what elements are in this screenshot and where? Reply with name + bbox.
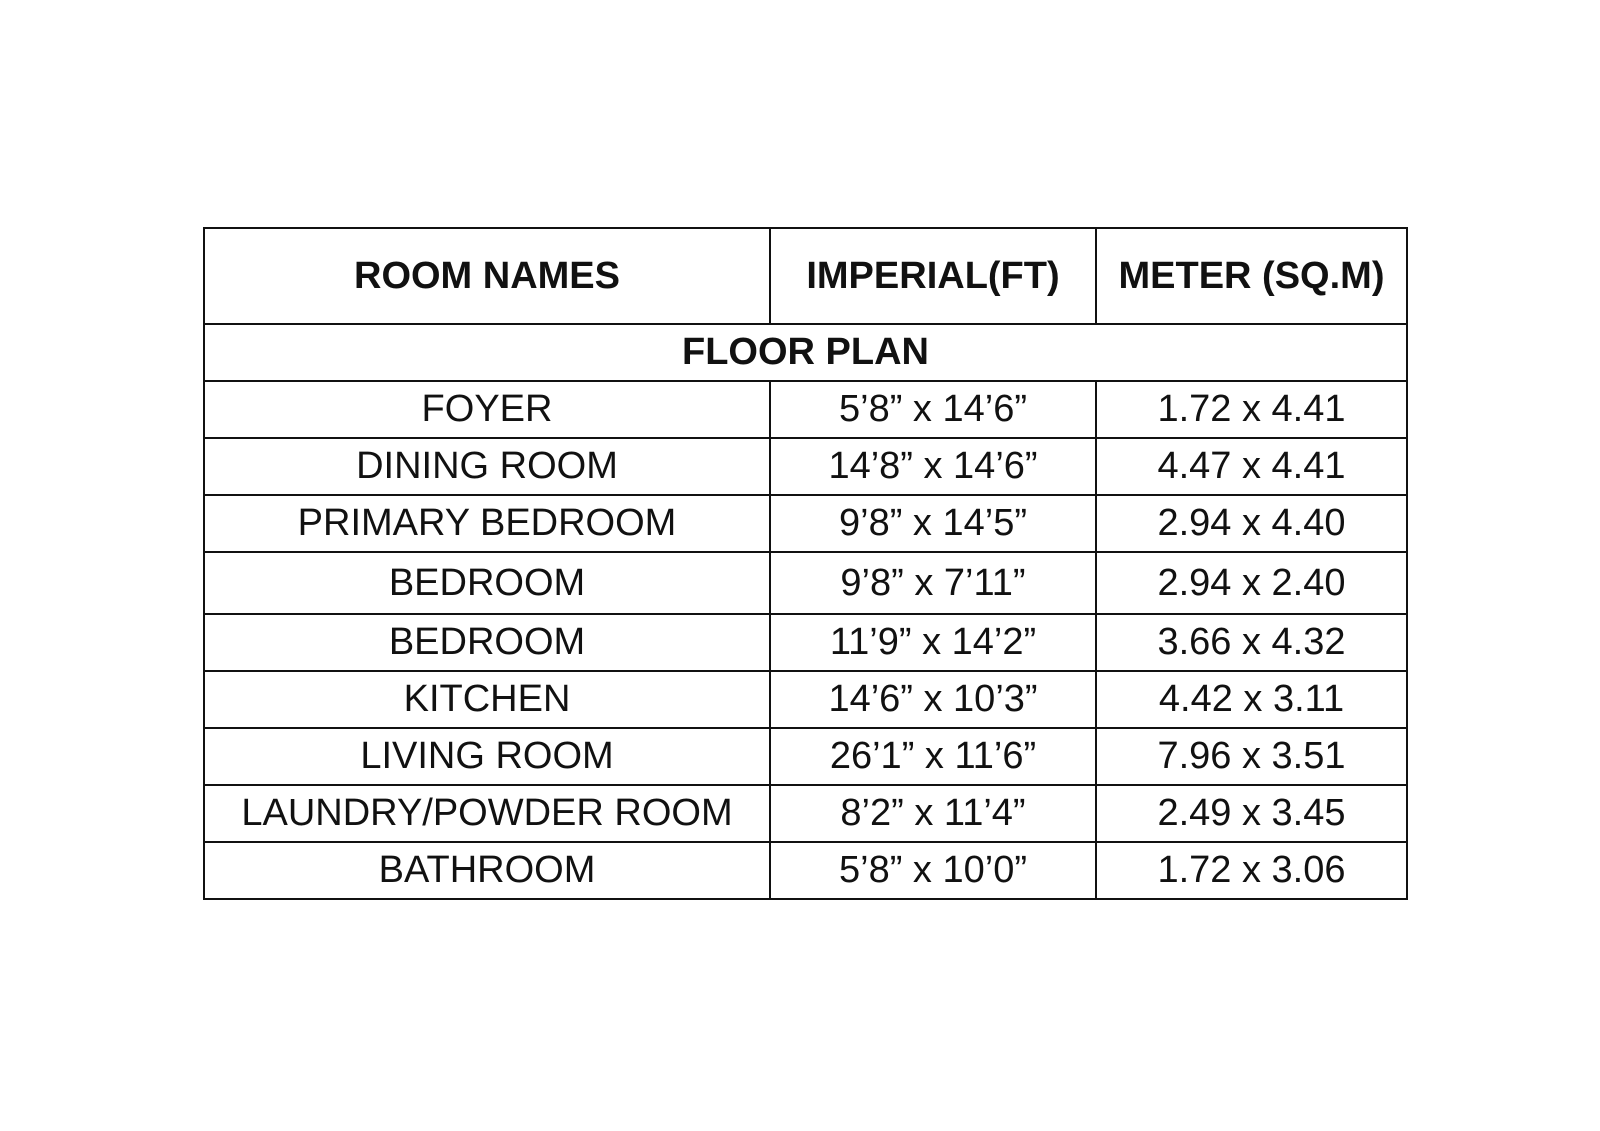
meter-cell: 2.49 x 3.45 — [1096, 785, 1407, 842]
room-name-cell: DINING ROOM — [204, 438, 770, 495]
header-imperial: IMPERIAL(FT) — [770, 228, 1096, 324]
header-meter: METER (SQ.M) — [1096, 228, 1407, 324]
table-row — [204, 728, 1407, 785]
room-name-cell: LIVING ROOM — [204, 728, 770, 785]
imperial-cell: 5’8” x 10’0” — [770, 842, 1096, 899]
room-dimensions-table — [203, 227, 1408, 900]
imperial-cell: 11’9” x 14’2” — [770, 614, 1096, 671]
room-name-cell: PRIMARY BEDROOM — [204, 495, 770, 552]
table-row — [204, 381, 1407, 438]
imperial-cell: 14’8” x 14’6” — [770, 438, 1096, 495]
meter-cell: 4.47 x 4.41 — [1096, 438, 1407, 495]
room-name-cell: BATHROOM — [204, 842, 770, 899]
room-name-cell: KITCHEN — [204, 671, 770, 728]
meter-cell: 7.96 x 3.51 — [1096, 728, 1407, 785]
room-name-cell: LAUNDRY/POWDER ROOM — [204, 785, 770, 842]
imperial-cell: 5’8” x 14’6” — [770, 381, 1096, 438]
table-row — [204, 614, 1407, 671]
meter-cell: 1.72 x 4.41 — [1096, 381, 1407, 438]
table-row — [204, 842, 1407, 899]
imperial-cell: 8’2” x 11’4” — [770, 785, 1096, 842]
section-title: FLOOR PLAN — [204, 324, 1407, 381]
meter-cell: 2.94 x 2.40 — [1096, 552, 1407, 614]
room-name-cell: BEDROOM — [204, 614, 770, 671]
header-row — [204, 228, 1407, 324]
imperial-cell: 9’8” x 14’5” — [770, 495, 1096, 552]
meter-cell: 1.72 x 3.06 — [1096, 842, 1407, 899]
section-row — [204, 324, 1407, 381]
table-body — [204, 324, 1407, 899]
table-row — [204, 785, 1407, 842]
imperial-cell: 9’8” x 7’11” — [770, 552, 1096, 614]
room-name-cell: BEDROOM — [204, 552, 770, 614]
table-row — [204, 438, 1407, 495]
room-name-cell: FOYER — [204, 381, 770, 438]
imperial-cell: 14’6” x 10’3” — [770, 671, 1096, 728]
meter-cell: 4.42 x 3.11 — [1096, 671, 1407, 728]
imperial-cell: 26’1” x 11’6” — [770, 728, 1096, 785]
table-row — [204, 671, 1407, 728]
meter-cell: 3.66 x 4.32 — [1096, 614, 1407, 671]
table-row — [204, 495, 1407, 552]
table-row — [204, 552, 1407, 614]
table-header — [204, 228, 1407, 324]
meter-cell: 2.94 x 4.40 — [1096, 495, 1407, 552]
header-room-names: ROOM NAMES — [204, 228, 770, 324]
